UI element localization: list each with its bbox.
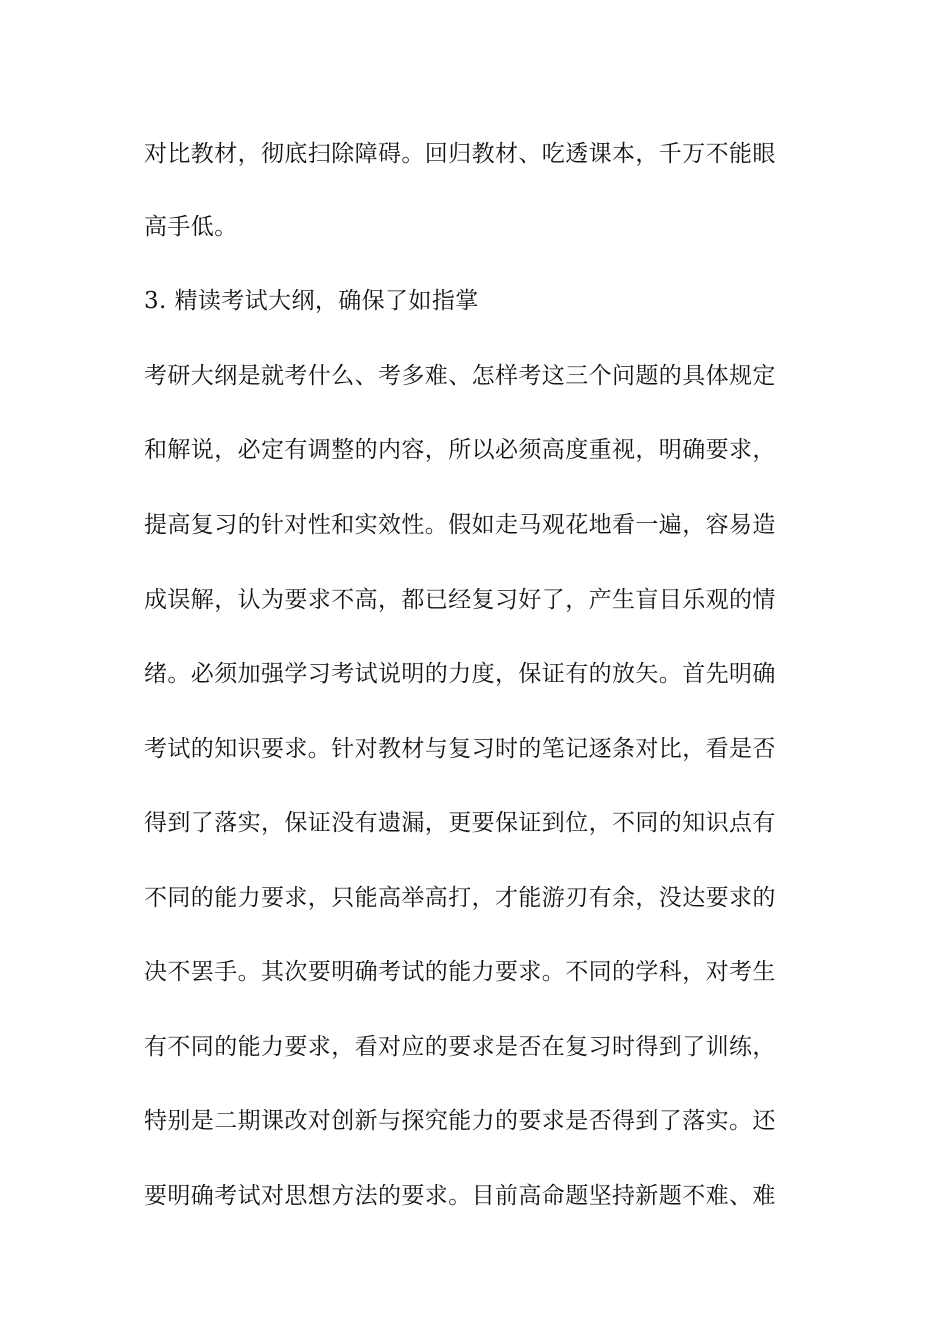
text-line: 对比教材，彻底扫除障碍。回归教材、吃透课本，千万不能眼 <box>144 141 776 167</box>
text-line: 不同的能力要求，只能高举高打，才能游刃有余，没达要求的 <box>144 885 776 911</box>
text-line: 决不罢手。其次要明确考试的能力要求。不同的学科，对考生 <box>144 959 776 985</box>
text-line: 高手低。 <box>144 214 238 240</box>
text-line: 和解说，必定有调整的内容，所以必须高度重视，明确要求， <box>144 437 776 463</box>
text-line: 提高复习的针对性和实效性。假如走马观花地看一遍，容易造 <box>144 512 776 538</box>
text-line: 有不同的能力要求，看对应的要求是否在复习时得到了训练， <box>144 1034 776 1060</box>
section-heading: 3. 精读考试大纲，确保了如指掌 <box>144 288 479 314</box>
text-line: 考研大纲是就考什么、考多难、怎样考这三个问题的具体规定 <box>144 363 776 389</box>
text-line: 成误解，认为要求不高，都已经复习好了，产生盲目乐观的情 <box>144 587 776 613</box>
text-line: 特别是二期课改对创新与探究能力的要求是否得到了落实。还 <box>144 1108 776 1134</box>
text-line: 考试的知识要求。针对教材与复习时的笔记逐条对比，看是否 <box>144 736 776 762</box>
text-line: 绪。必须加强学习考试说明的力度，保证有的放矢。首先明确 <box>144 661 776 687</box>
text-line: 要明确考试对思想方法的要求。目前高命题坚持新题不难、难 <box>144 1183 776 1209</box>
text-line: 得到了落实，保证没有遗漏，更要保证到位，不同的知识点有 <box>144 810 776 836</box>
